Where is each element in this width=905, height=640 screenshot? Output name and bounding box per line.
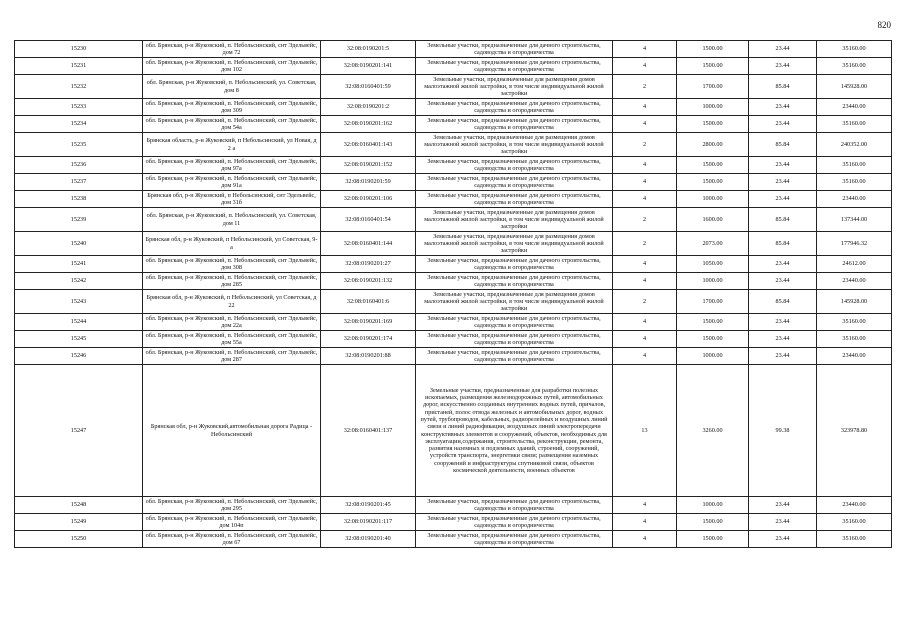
land-use-description: Земельные участки, предназначенные для дачного строительства, садоводства и огородничества: [416, 58, 613, 75]
table-row: [15, 256, 892, 273]
table-row: [15, 208, 892, 232]
cadastral-value: 35160.00: [817, 116, 892, 133]
specific-value: 23.44: [749, 531, 817, 548]
area-value: 1500.00: [677, 531, 749, 548]
row-number: 15239: [15, 208, 143, 232]
use-group: 4: [613, 99, 677, 116]
specific-value: 23.44: [749, 191, 817, 208]
cadastral-number: 32:08:0190201:117: [321, 514, 416, 531]
table-row: [15, 41, 892, 58]
cadastral-number: 32:08:0190201:59: [321, 174, 416, 191]
land-use-description: Земельные участки, предназначенные для дачного строительства, садоводства и огородничества: [416, 256, 613, 273]
land-use-description: Земельные участки, предназначенные для дачного строительства, садоводства и огородничества: [416, 157, 613, 174]
cadastral-number: 32:08:0190201:169: [321, 314, 416, 331]
land-use-description: Земельные участки, предназначенные для размещения домов малоэтажной жилой застройки, в том числе индивидуальной жилой застройки: [416, 208, 613, 232]
table-row: [15, 157, 892, 174]
row-number: 15240: [15, 232, 143, 256]
land-use-description: Земельные участки, предназначенные для дачного строительства, садоводства и огородничества: [416, 174, 613, 191]
table-row: [15, 116, 892, 133]
address-cell: Брянская обл, р-н Жуковский,автомобильная дорога Радица - Небольсинский: [143, 365, 321, 497]
cadastral-number: 32:08:0190201:5: [321, 41, 416, 58]
address-cell: обл. Брянская, р-н Жуковский, п. Небольсинский, снт Эдельвейс, дом 91а: [143, 174, 321, 191]
row-number: 15238: [15, 191, 143, 208]
row-number: 15231: [15, 58, 143, 75]
land-use-description: Земельные участки, предназначенные для разработки полезных ископаемых, размещения железнодорожных путей, автомобильных дорог, искусственно созданных внутренних водных путей, причалов, пристаней, полос отвода железных и автомобильных дорог, водных путей, трубопроводов, кабельных, радиорелейных и воздушных линий связи и линий радиофикации, воздушных линий электропередачи конструктивных элементов и сооружений, объектов, необходимых для эксплуатации,содержания, строительства, реконструкции, ремонта, развития наземных и подземных зданий, строений, сооружений, устройств транспорта, энергетики связи; размещения наземных сооружений и инфраструктуры спутниковой связи, объектов космической деятельности, военных объектов: [416, 365, 613, 497]
area-value: 2800.00: [677, 133, 749, 157]
use-group: 4: [613, 348, 677, 365]
row-number: 15248: [15, 497, 143, 514]
cadastral-value: 23440.00: [817, 348, 892, 365]
cadastral-value: 23440.00: [817, 273, 892, 290]
page-number: 820: [877, 20, 891, 30]
address-cell: обл. Брянская, р-н Жуковский, п. Небольсинский, снт Эдельвейс, дом 55а: [143, 331, 321, 348]
row-number: 15233: [15, 99, 143, 116]
land-use-description: Земельные участки, предназначенные для дачного строительства, садоводства и огородничества: [416, 191, 613, 208]
use-group: 2: [613, 208, 677, 232]
specific-value: 99.38: [749, 365, 817, 497]
cadastral-value: 137344.00: [817, 208, 892, 232]
land-register-table: [14, 40, 892, 548]
specific-value: 23.44: [749, 58, 817, 75]
specific-value: 85.84: [749, 290, 817, 314]
address-cell: обл. Брянская, р-н Жуковский, п. Небольсинский, снт Эдельвейс, дом 22а: [143, 314, 321, 331]
table-row: [15, 75, 892, 99]
specific-value: 23.44: [749, 174, 817, 191]
specific-value: 23.44: [749, 314, 817, 331]
address-cell: обл. Брянская, р-н Жуковский, п. Небольсинский, снт Эдельвейс, дом 97а: [143, 157, 321, 174]
area-value: 1500.00: [677, 157, 749, 174]
table-row: [15, 191, 892, 208]
cadastral-value: 35160.00: [817, 531, 892, 548]
cadastral-value: 23440.00: [817, 191, 892, 208]
cadastral-value: 35160.00: [817, 157, 892, 174]
area-value: 1000.00: [677, 348, 749, 365]
area-value: 3260.00: [677, 365, 749, 497]
area-value: 1500.00: [677, 514, 749, 531]
table-body: [15, 41, 892, 548]
table-row: [15, 497, 892, 514]
use-group: 4: [613, 58, 677, 75]
area-value: 1700.00: [677, 75, 749, 99]
land-use-description: Земельные участки, предназначенные для дачного строительства, садоводства и огородничества: [416, 497, 613, 514]
cadastral-number: 32:08:0190201:40: [321, 531, 416, 548]
cadastral-value: 177946.32: [817, 232, 892, 256]
cadastral-number: 32:08:0160401:6: [321, 290, 416, 314]
row-number: 15249: [15, 514, 143, 531]
address-cell: обл. Брянская, р-н Жуковский, п. Небольсинский, снт Эдельвейс, дом 287: [143, 348, 321, 365]
land-use-description: Земельные участки, предназначенные для дачного строительства, садоводства и огородничества: [416, 273, 613, 290]
address-cell: Брянская обл, р-н Жуковский, п Небольсинский, ул Советская, д 22: [143, 290, 321, 314]
specific-value: 23.44: [749, 273, 817, 290]
use-group: 4: [613, 174, 677, 191]
use-group: 2: [613, 232, 677, 256]
specific-value: 23.44: [749, 99, 817, 116]
use-group: 4: [613, 256, 677, 273]
specific-value: 85.84: [749, 133, 817, 157]
land-use-description: Земельные участки, предназначенные для размещения домов малоэтажной жилой застройки, в том числе индивидуальной жилой застройки: [416, 290, 613, 314]
row-number: 15234: [15, 116, 143, 133]
cadastral-value: 35160.00: [817, 314, 892, 331]
land-use-description: Земельные участки, предназначенные для дачного строительства, садоводства и огородничества: [416, 348, 613, 365]
use-group: 4: [613, 191, 677, 208]
cadastral-value: 35160.00: [817, 41, 892, 58]
row-number: 15245: [15, 331, 143, 348]
cadastral-number: 32:08:0160401:54: [321, 208, 416, 232]
specific-value: 23.44: [749, 256, 817, 273]
address-cell: обл. Брянская, р-н Жуковский, п. Небольсинский, снт Эдельвейс, дом 72: [143, 41, 321, 58]
area-value: 1500.00: [677, 41, 749, 58]
area-value: 1600.00: [677, 208, 749, 232]
use-group: 2: [613, 75, 677, 99]
use-group: 2: [613, 290, 677, 314]
cadastral-number: 32:08:0190201:174: [321, 331, 416, 348]
cadastral-number: 32:08:0190201:2: [321, 99, 416, 116]
land-use-description: Земельные участки, предназначенные для размещения домов малоэтажной жилой застройки, в том числе индивидуальной жилой застройки: [416, 133, 613, 157]
cadastral-number: 32:08:0190201:27: [321, 256, 416, 273]
table-row: [15, 232, 892, 256]
row-number: 15232: [15, 75, 143, 99]
cadastral-number: 32:08:0160401:137: [321, 365, 416, 497]
specific-value: 85.84: [749, 75, 817, 99]
address-cell: обл. Брянская, р-н Жуковский, п. Небольсинский, снт Эдельвейс, дом 67: [143, 531, 321, 548]
table-row: [15, 174, 892, 191]
area-value: 1000.00: [677, 497, 749, 514]
address-cell: обл. Брянская, р-н Жуковский, п. Небольсинский, снт Эдельвейс, дом 54а: [143, 116, 321, 133]
address-cell: Брянская область, р-н Жуковский, п Небольсинский, ул Новая, д 2 а: [143, 133, 321, 157]
use-group: 4: [613, 497, 677, 514]
land-use-description: Земельные участки, предназначенные для дачного строительства, садоводства и огородничества: [416, 331, 613, 348]
area-value: 1500.00: [677, 116, 749, 133]
land-use-description: Земельные участки, предназначенные для дачного строительства, садоводства и огородничества: [416, 99, 613, 116]
cadastral-number: 32:08:0160401:143: [321, 133, 416, 157]
address-cell: обл. Брянская, р-н Жуковский, п. Небольсинский, снт Эдельвейс, дом 309: [143, 99, 321, 116]
cadastral-number: 32:08:0190201:141: [321, 58, 416, 75]
cadastral-value: 240352.00: [817, 133, 892, 157]
cadastral-value: 35160.00: [817, 174, 892, 191]
cadastral-value: 35160.00: [817, 514, 892, 531]
cadastral-value: 323978.80: [817, 365, 892, 497]
cadastral-number: 32:08:0190201:162: [321, 116, 416, 133]
address-cell: обл. Брянская, р-н Жуковский, п. Небольсинский, снт Эдельвейс, дом 285: [143, 273, 321, 290]
specific-value: 85.84: [749, 232, 817, 256]
land-use-description: Земельные участки, предназначенные для дачного строительства, садоводства и огородничества: [416, 531, 613, 548]
area-value: 1500.00: [677, 174, 749, 191]
land-use-description: Земельные участки, предназначенные для дачного строительства, садоводства и огородничества: [416, 514, 613, 531]
row-number: 15242: [15, 273, 143, 290]
address-cell: Брянская обл, р-н Жуковский, п Небольсинский, снт Эдельвейс, дом 31б: [143, 191, 321, 208]
area-value: 1700.00: [677, 290, 749, 314]
land-use-description: Земельные участки, предназначенные для размещения домов малоэтажной жилой застройки, в том числе индивидуальной жилой застройки: [416, 232, 613, 256]
row-number: 15241: [15, 256, 143, 273]
specific-value: 85.84: [749, 208, 817, 232]
table-row: [15, 514, 892, 531]
cadastral-number: 32:08:0190201:132: [321, 273, 416, 290]
use-group: 4: [613, 116, 677, 133]
table-row: [15, 348, 892, 365]
area-value: 1500.00: [677, 314, 749, 331]
land-use-description: Земельные участки, предназначенные для дачного строительства, садоводства и огородничества: [416, 116, 613, 133]
use-group: 4: [613, 273, 677, 290]
row-number: 15250: [15, 531, 143, 548]
table-row: [15, 273, 892, 290]
use-group: 4: [613, 41, 677, 58]
address-cell: Брянская обл, р-н Жуковский, п Небольсинский, ул Советская, 9-а: [143, 232, 321, 256]
table-row: [15, 133, 892, 157]
specific-value: 23.44: [749, 331, 817, 348]
use-group: 13: [613, 365, 677, 497]
table-row: [15, 314, 892, 331]
land-use-description: Земельные участки, предназначенные для дачного строительства, садоводства и огородничества: [416, 41, 613, 58]
address-cell: обл. Брянская, р-н Жуковский, п. Небольсинский, снт Эдельвейс, дом 102: [143, 58, 321, 75]
row-number: 15247: [15, 365, 143, 497]
use-group: 4: [613, 514, 677, 531]
row-number: 15243: [15, 290, 143, 314]
row-number: 15236: [15, 157, 143, 174]
cadastral-value: 23440.00: [817, 497, 892, 514]
row-number: 15237: [15, 174, 143, 191]
area-value: 1000.00: [677, 273, 749, 290]
specific-value: 23.44: [749, 348, 817, 365]
cadastral-number: 32:08:0160401:59: [321, 75, 416, 99]
row-number: 15246: [15, 348, 143, 365]
address-cell: обл. Брянская, р-н Жуковский, п. Небольсинский, ул. Советская, дом 8: [143, 75, 321, 99]
use-group: 4: [613, 531, 677, 548]
cadastral-value: 35160.00: [817, 331, 892, 348]
address-cell: обл. Брянская, р-н Жуковский, п. Небольсинский, снт Эдельвейс, дом 104п: [143, 514, 321, 531]
use-group: 2: [613, 133, 677, 157]
specific-value: 23.44: [749, 157, 817, 174]
area-value: 1500.00: [677, 58, 749, 75]
table-row: [15, 331, 892, 348]
specific-value: 23.44: [749, 514, 817, 531]
address-cell: обл. Брянская, р-н Жуковский, п. Небольсинский, снт Эдельвейс, дом 308: [143, 256, 321, 273]
address-cell: обл. Брянская, р-н Жуковский, п. Небольсинский, снт Эдельвейс, дом 295: [143, 497, 321, 514]
cadastral-number: 32:08:0190201:152: [321, 157, 416, 174]
address-cell: обл. Брянская, р-н Жуковский, п. Небольсинский, ул. Советская, дом 11: [143, 208, 321, 232]
area-value: 2073.00: [677, 232, 749, 256]
use-group: 4: [613, 314, 677, 331]
row-number: 15235: [15, 133, 143, 157]
area-value: 1050.00: [677, 256, 749, 273]
specific-value: 23.44: [749, 41, 817, 58]
cadastral-number: 32:08:0190201:88: [321, 348, 416, 365]
cadastral-value: 23440.00: [817, 99, 892, 116]
land-use-description: Земельные участки, предназначенные для размещения домов малоэтажной жилой застройки, в том числе индивидуальной жилой застройки: [416, 75, 613, 99]
row-number: 15230: [15, 41, 143, 58]
specific-value: 23.44: [749, 497, 817, 514]
table-row: [15, 99, 892, 116]
specific-value: 23.44: [749, 116, 817, 133]
cadastral-number: 32:08:0190201:106: [321, 191, 416, 208]
cadastral-number: 32:08:0190201:45: [321, 497, 416, 514]
cadastral-value: 145928.00: [817, 290, 892, 314]
cadastral-number: 32:08:0160401:144: [321, 232, 416, 256]
cadastral-value: 24612.00: [817, 256, 892, 273]
table-row: [15, 58, 892, 75]
cadastral-value: 145928.00: [817, 75, 892, 99]
land-use-description: Земельные участки, предназначенные для дачного строительства, садоводства и огородничества: [416, 314, 613, 331]
table-row: [15, 290, 892, 314]
table-row: [15, 531, 892, 548]
row-number: 15244: [15, 314, 143, 331]
area-value: 1000.00: [677, 99, 749, 116]
cadastral-value: 35160.00: [817, 58, 892, 75]
area-value: 1500.00: [677, 331, 749, 348]
area-value: 1000.00: [677, 191, 749, 208]
use-group: 4: [613, 157, 677, 174]
table-row: [15, 365, 892, 497]
use-group: 4: [613, 331, 677, 348]
